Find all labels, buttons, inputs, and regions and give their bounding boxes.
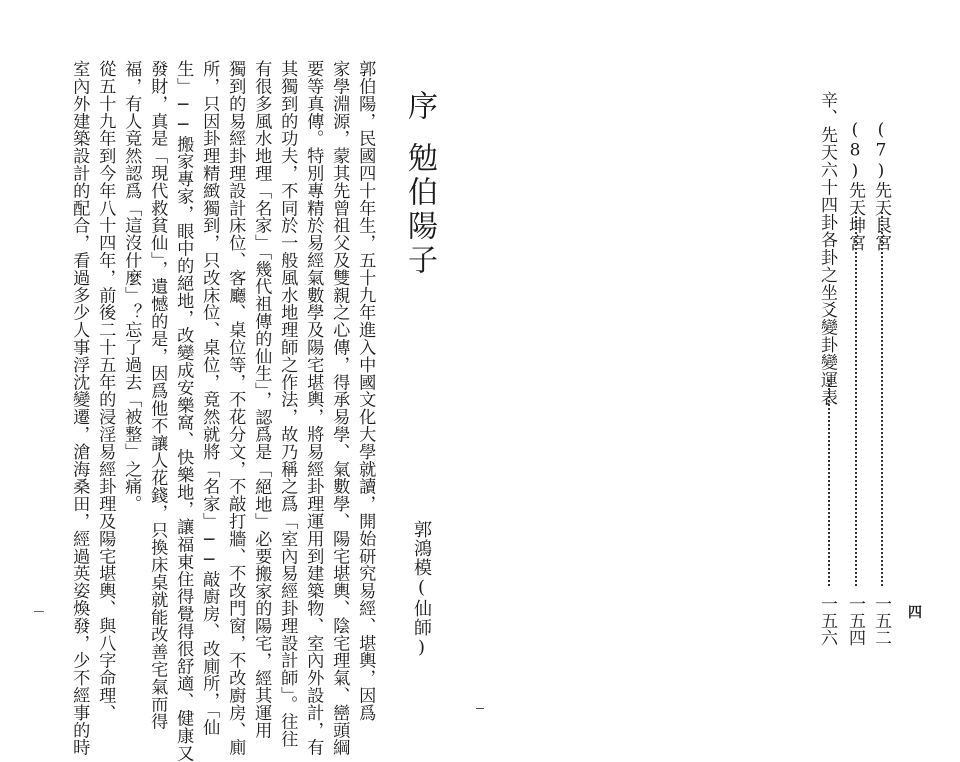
- preface-column-10: 福，有人竟然認爲「這沒什麼」？忘了過去「被整」之痛。: [121, 60, 142, 513]
- toc-entry-2: (8)先天坤宮: [845, 120, 865, 252]
- gutter-mark: [476, 708, 484, 709]
- preface-column-11: 從五十九年到今年八十四年，前後二十五年的浸淫易經卦理及陽宅堪輿、與八字命理、: [95, 60, 116, 722]
- preface-column-3: 要等真傳。特別專精於易經氣數學及陽宅堪輿，將易經卦理運用到建築物、室內外設計，有: [303, 60, 324, 756]
- toc-entry-1: (7)先天艮宮: [871, 120, 891, 252]
- preface-author: 郭鴻模(仙師): [411, 520, 432, 659]
- toc-page-2: 一五四: [845, 595, 865, 646]
- toc-page-1: 一五二: [871, 595, 891, 646]
- toc-leader-1: [881, 212, 883, 586]
- preface-column-6: 獨到的易經卦理設計床位、客廳、桌位等，不花分文，不敲打牆、不改門窗，不改廚房、廁: [225, 60, 246, 756]
- toc-entry-3: 辛、先天六十四卦各卦之坐爻變卦變運表: [817, 91, 837, 406]
- preface-column-5: 有很多風水地理「名家」「幾代祖傳的仙生」，認爲是「絕地」必要搬家的陽宅，經其運用: [251, 60, 272, 739]
- preface-column-7: 所，只因卦理精緻獨到，只改床位、桌位，竟然就將「名家」──敲廚房、改廁所，「仙: [199, 60, 220, 736]
- preface-column-8: 生」──搬家專家，眼中的絕地，改變成安樂窩、快樂地，讓福東住得覺得很舒適、健康又: [173, 60, 194, 762]
- preface-column-4: 其獨到的功夫，不同於一般風水地理師之作法，故乃稱之爲「室內易經卦理設計師」。往往: [277, 60, 298, 748]
- toc-page-3: 一五六: [817, 595, 837, 646]
- preface-subtitle: 勉伯陽子: [402, 142, 437, 278]
- toc-leader-3: [828, 380, 830, 586]
- preface-title: 序: [402, 90, 437, 124]
- preface-column-1: 郭伯陽，民國四十年生，五十九年進入中國文化大學就讀，開始研究易經、堪輿，因爲: [355, 60, 376, 722]
- margin-mark: [34, 611, 44, 612]
- preface-column-12: 室內外建築設計的配合，看過多少人事浮沈變遷，滄海桑田，經過英姿煥發，少不經事的時: [69, 60, 90, 756]
- page-number: 四: [908, 605, 922, 621]
- preface-column-9: 發財，真是「現代救貧仙」，遺憾的是，因爲他不讓人花錢，只換床桌就能改善宅氣而得: [147, 60, 168, 730]
- toc-leader-2: [855, 212, 857, 586]
- preface-column-2: 家學淵源，蒙其先曾祖父及雙親之心傳，得承易學、氣數學、陽宅堪輿、陰宅理氣、巒頭綱: [329, 60, 350, 756]
